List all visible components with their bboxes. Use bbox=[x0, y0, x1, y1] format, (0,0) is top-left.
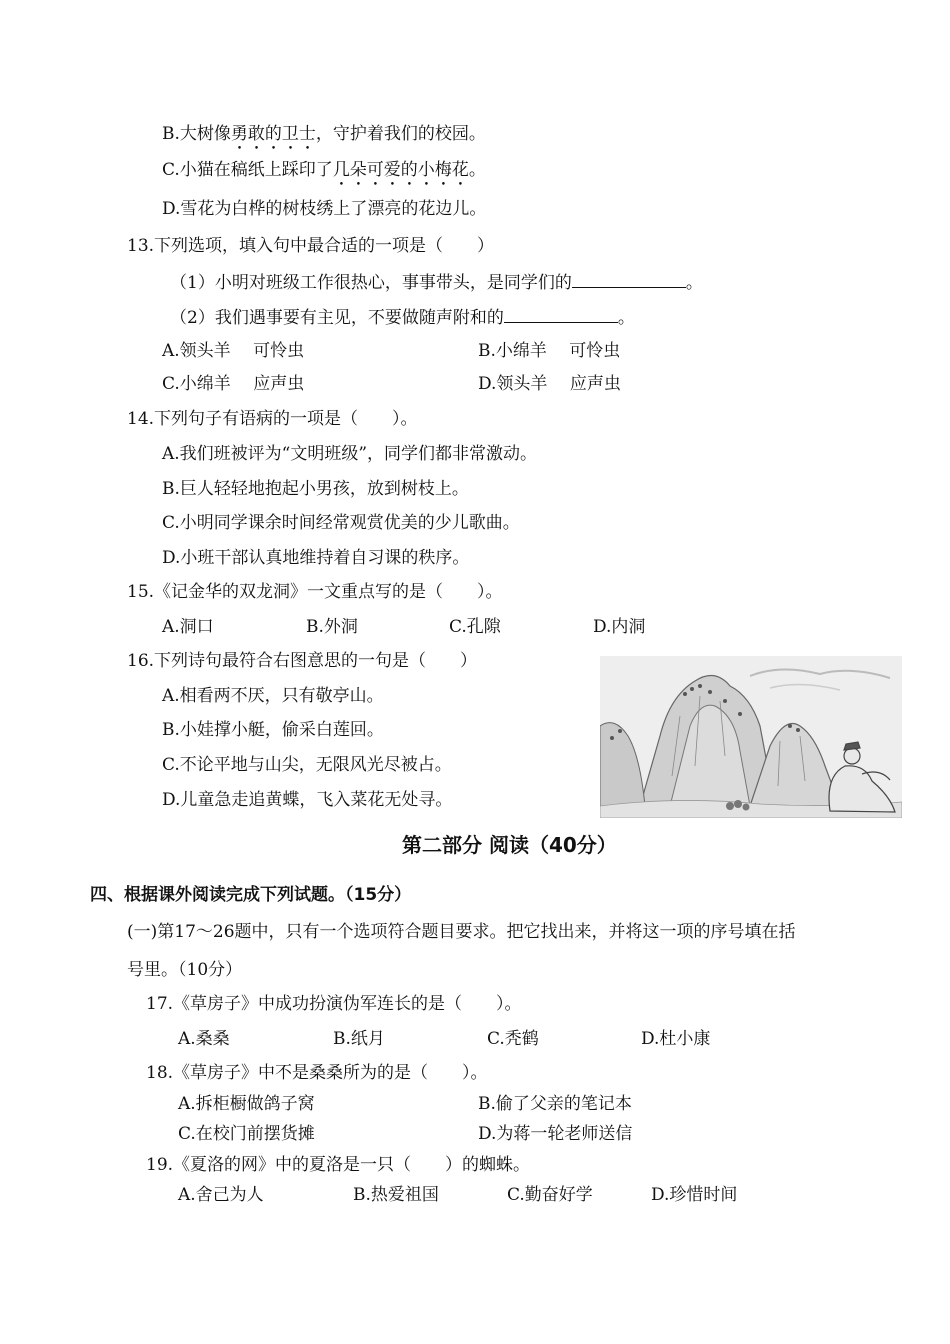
q12-option-b-text-end: ，守护着我们的校园。 bbox=[315, 124, 486, 144]
q15-option-b: B.外洞 bbox=[306, 617, 358, 637]
q18-stem: 18.《草房子》中不是桑桑所为的是（ ）。 bbox=[146, 1063, 488, 1083]
poet-mountain-illustration bbox=[600, 656, 902, 818]
q13-option-a: A.领头羊 可怜虫 bbox=[162, 341, 305, 361]
q13-option-c: C.小绵羊 应声虫 bbox=[162, 374, 305, 394]
q19-stem: 19.《夏洛的网》中的夏洛是一只（ ）的蜘蛛。 bbox=[146, 1155, 531, 1175]
q13-option-d: D.领头羊 应声虫 bbox=[478, 374, 621, 394]
q15-stem: 15.《记金华的双龙洞》一文重点写的是（ ）。 bbox=[127, 582, 503, 602]
q15-option-c: C.孔隙 bbox=[449, 617, 501, 637]
section-four-intro-line1: (一)第17～26题中，只有一个选项符合题目要求。把它找出来，并将这一项的序号填在括 bbox=[127, 922, 796, 942]
q13-stem: 13.下列选项，填入句中最合适的一项是（ ） bbox=[127, 236, 495, 256]
q17-option-a: A.桑桑 bbox=[178, 1029, 230, 1049]
q17-option-d: D.杜小康 bbox=[641, 1029, 711, 1049]
q19-option-a: A.舍己为人 bbox=[178, 1185, 264, 1205]
q16-option-d: D.儿童急走追黄蝶，飞入菜花无处寻。 bbox=[162, 790, 453, 810]
q18-option-a: A.拆柜橱做鸽子窝 bbox=[178, 1094, 315, 1114]
q17-stem: 17.《草房子》中成功扮演伪军连长的是（ ）。 bbox=[146, 994, 522, 1014]
q19-option-d: D.珍惜时间 bbox=[651, 1185, 738, 1205]
q15-option-a: A.洞口 bbox=[162, 617, 214, 637]
q19-option-b: B.热爱祖国 bbox=[353, 1185, 439, 1205]
q16-option-b: B.小娃撑小艇，偷采白莲回。 bbox=[162, 720, 384, 740]
q12-option-b bbox=[162, 123, 486, 154]
q12-option-c-emphasis: 几朵可爱的小梅花 bbox=[332, 160, 469, 180]
q18-option-d: D.为蒋一轮老师送信 bbox=[478, 1124, 633, 1144]
q13-option-b: B.小绵羊 可怜虫 bbox=[478, 341, 621, 361]
q13-sentence-1-end: 。 bbox=[685, 273, 703, 293]
q14-option-c: C.小明同学课余时间经常观赏优美的少儿歌曲。 bbox=[162, 513, 520, 533]
q13-sentence-2-text: （2）我们遇事要有主见，不要做随声附和的 bbox=[170, 308, 504, 328]
q12-option-c-text-end: 。 bbox=[468, 160, 486, 180]
q13-sentence-2-end: 。 bbox=[617, 308, 635, 328]
q14-option-d: D.小班干部认真地维持着自习课的秩序。 bbox=[162, 548, 470, 568]
part-two-title: 第二部分 阅读（40分） bbox=[402, 833, 617, 857]
q14-option-a: A.我们班被评为“文明班级”，同学们都非常激动。 bbox=[162, 444, 538, 464]
q19-option-c: C.勤奋好学 bbox=[507, 1185, 593, 1205]
q16-option-a: A.相看两不厌，只有敬亭山。 bbox=[162, 686, 384, 706]
q18-option-c: C.在校门前摆货摊 bbox=[178, 1124, 315, 1144]
q16-stem: 16.下列诗句最符合右图意思的一句是（ ） bbox=[127, 651, 478, 671]
q18-option-b: B.偷了父亲的笔记本 bbox=[478, 1094, 632, 1114]
q12-option-b-text: B.大树像 bbox=[162, 124, 231, 144]
q13-blank-2[interactable] bbox=[504, 306, 618, 323]
q13-sentence-2 bbox=[170, 306, 635, 329]
q13-blank-1[interactable] bbox=[572, 271, 686, 288]
q14-stem: 14.下列句子有语病的一项是（ ）。 bbox=[127, 409, 418, 429]
q13-sentence-1-text: （1）小明对班级工作很热心，事事带头，是同学们的 bbox=[170, 273, 572, 293]
q12-option-d-text: D.雪花为白桦的树枝绣上了漂亮的花边儿。 bbox=[162, 199, 487, 219]
q17-option-b: B.纸月 bbox=[333, 1029, 385, 1049]
q12-option-c-text: C.小猫在稿纸上踩印了 bbox=[162, 160, 333, 180]
q14-option-b: B.巨人轻轻地抱起小男孩，放到树枝上。 bbox=[162, 479, 469, 499]
q17-option-c: C.秃鹤 bbox=[487, 1029, 539, 1049]
section-four-heading: 四、根据课外阅读完成下列试题。（15分） bbox=[90, 885, 412, 905]
section-four-intro-line2: 号里。（10分） bbox=[127, 960, 243, 980]
q12-option-c bbox=[162, 159, 486, 190]
q13-sentence-1 bbox=[170, 271, 703, 294]
q12-option-d bbox=[162, 198, 486, 220]
q12-option-b-emphasis: 勇敢的卫士 bbox=[230, 124, 316, 144]
q15-option-d: D.内洞 bbox=[593, 617, 646, 637]
q16-option-c: C.不论平地与山尖，无限风光尽被占。 bbox=[162, 755, 452, 775]
